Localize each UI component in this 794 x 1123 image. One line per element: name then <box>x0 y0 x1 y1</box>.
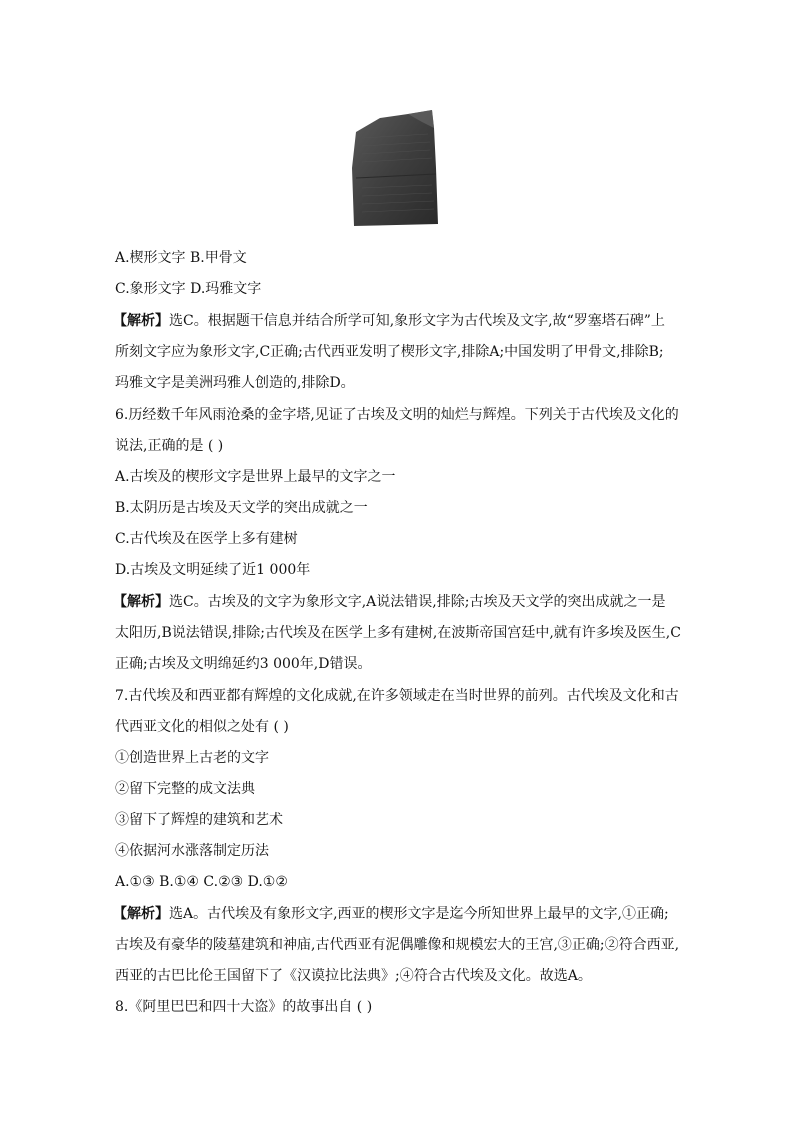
rosetta-stone-image <box>350 108 440 228</box>
q6-stem-line2: 说法,正确的是 ( ) <box>115 438 224 454</box>
q5-options-line1: A.楔形文字 B.甲骨文 <box>115 250 247 266</box>
analysis-tag: 【解析】 <box>113 906 169 922</box>
analysis-tag: 【解析】 <box>113 594 169 610</box>
q6-stem-line1: 6.历经数千年风雨沧桑的金字塔,见证了古埃及文明的灿烂与辉煌。下列关于古代埃及文化的 <box>115 407 679 423</box>
q7-item-1: ①创造世界上古老的文字 <box>115 750 269 766</box>
analysis-text: 选C。古埃及的文字为象形文字,A说法错误,排除;古埃及天文学的突出成就之一是 <box>169 594 666 610</box>
q6-analysis-line2: 太阳历,B说法错误,排除;古代埃及在医学上多有建树,在波斯帝国宫廷中,就有许多埃及医生,C <box>115 625 681 641</box>
rosetta-stone-drawing <box>350 108 440 228</box>
q6-analysis-line1 <box>113 592 688 612</box>
q7-stem-line2: 代西亚文化的相似之处有 ( ) <box>115 719 289 735</box>
q6-analysis-line3: 正确;古埃及文明绵延约3 000年,D错误。 <box>115 656 372 672</box>
q7-analysis-line3: 西亚的古巴比伦王国留下了《汉谟拉比法典》;④符合古代埃及文化。故选A。 <box>115 968 592 984</box>
q6-option-a: A.古埃及的楔形文字是世界上最早的文字之一 <box>115 469 396 485</box>
analysis-text: 选C。根据题干信息并结合所学可知,象形文字为古代埃及文字,故“罗塞塔石碑”上 <box>169 313 665 329</box>
q7-item-2: ②留下完整的成文法典 <box>115 781 255 797</box>
q7-item-4: ④依据河水涨落制定历法 <box>115 843 269 859</box>
q5-analysis-line1 <box>113 311 688 331</box>
q7-options: A.①③ B.①④ C.②③ D.①② <box>115 874 288 890</box>
q6-option-b: B.太阴历是古埃及天文学的突出成就之一 <box>115 500 368 516</box>
q7-item-3: ③留下了辉煌的建筑和艺术 <box>115 812 283 828</box>
q5-options-line2: C.象形文字 D.玛雅文字 <box>115 281 262 297</box>
q7-analysis-line1 <box>113 904 688 924</box>
q6-option-c: C.古代埃及在医学上多有建树 <box>115 531 298 547</box>
q5-analysis-line3: 玛雅文字是美洲玛雅人创造的,排除D。 <box>115 375 355 391</box>
q8-stem-line1: 8.《阿里巴巴和四十大盗》的故事出自 ( ) <box>115 999 373 1015</box>
q6-option-d: D.古埃及文明延续了近1 000年 <box>115 562 311 578</box>
analysis-text: 选A。古代埃及有象形文字,西亚的楔形文字是迄今所知世界上最早的文字,①正确; <box>169 906 669 922</box>
q7-stem-line1: 7.古代埃及和西亚都有辉煌的文化成就,在许多领域走在当时世界的前列。古代埃及文化和古 <box>115 688 679 704</box>
q5-analysis-line2: 所刻文字应为象形文字,C正确;古代西亚发明了楔形文字,排除A;中国发明了甲骨文,排除B; <box>115 344 664 360</box>
analysis-tag: 【解析】 <box>113 313 169 329</box>
q7-analysis-line2: 古埃及有豪华的陵墓建筑和神庙,古代西亚有泥偶雕像和规模宏大的王宫,③正确;②符合西亚, <box>115 937 680 953</box>
